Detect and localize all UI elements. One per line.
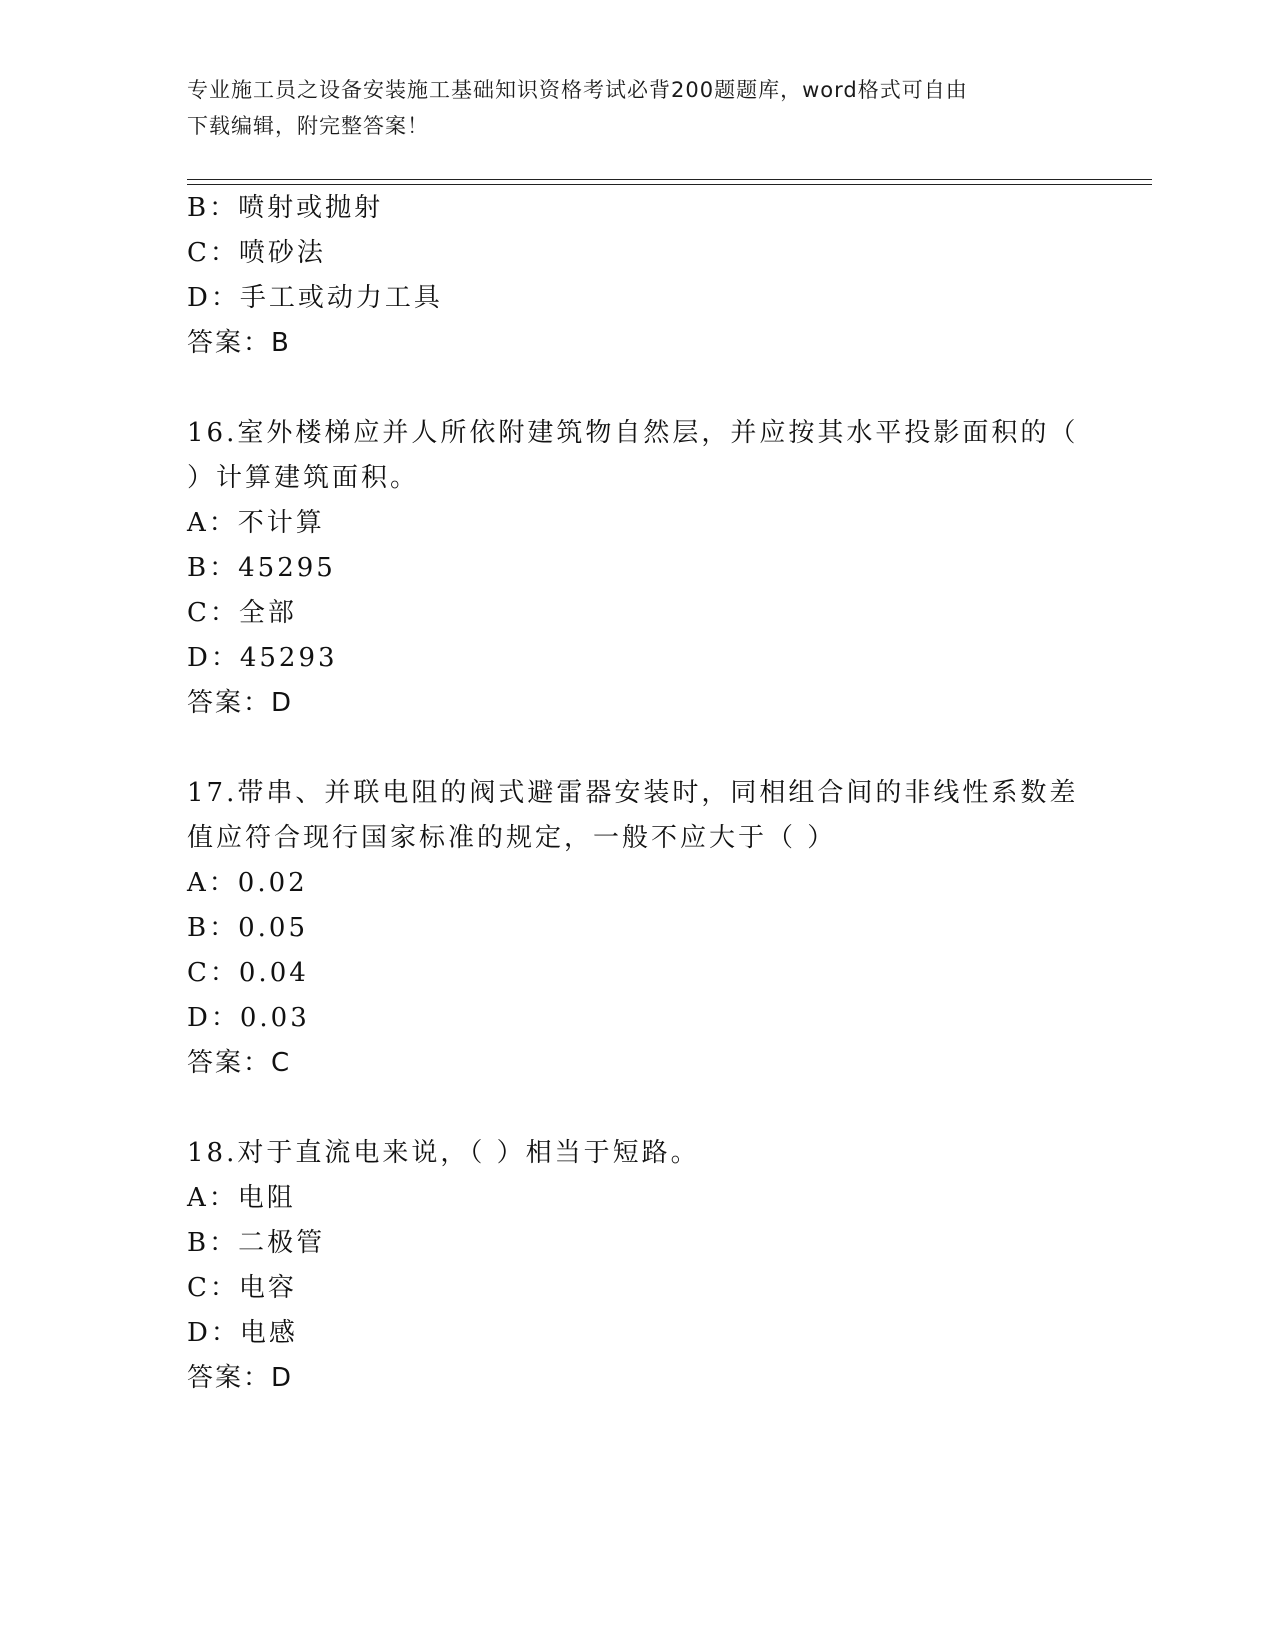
question-16-answer: 答案：D [187, 688, 294, 718]
question-16-option-a: A：不计算 [187, 508, 325, 538]
question-17-option-c: C：0.04 [187, 958, 309, 988]
question-18-option-d: D：电感 [187, 1318, 298, 1348]
header-line-1: 专业施工员之设备安装施工基础知识资格考试必背200题题库，word格式可自由 [187, 78, 968, 102]
answer-line: 答案：B [187, 328, 291, 358]
document-header [187, 72, 1067, 144]
option-b: B：喷射或抛射 [187, 193, 384, 223]
question-17-option-d: D：0.03 [187, 1003, 310, 1033]
question-18-option-b: B：二极管 [187, 1228, 326, 1258]
header-line-2: 下载编辑，附完整答案！ [187, 114, 429, 138]
question-17-option-a: A：0.02 [187, 868, 308, 898]
option-d: D：手工或动力工具 [187, 283, 443, 313]
question-17-text-2: 值应符合现行国家标准的规定，一般不应大于（ ） [187, 823, 837, 853]
question-17-text-1: 17.带串、并联电阻的阀式避雷器安装时，同相组合间的非线性系数差 [187, 778, 1079, 808]
question-16-option-b: B：45295 [187, 553, 336, 583]
question-17-answer: 答案：C [187, 1048, 292, 1078]
header-divider-bottom [187, 184, 1152, 185]
option-c: C：喷砂法 [187, 238, 326, 268]
question-16-text-1: 16.室外楼梯应并人所依附建筑物自然层，并应按其水平投影面积的（ [187, 418, 1079, 448]
question-16-text-2: ）计算建筑面积。 [187, 463, 420, 493]
question-16-option-c: C：全部 [187, 598, 297, 628]
header-divider-top [187, 179, 1152, 180]
question-18-option-c: C：电容 [187, 1273, 297, 1303]
question-18-answer: 答案：D [187, 1363, 294, 1393]
question-18-text-1: 18.对于直流电来说，（ ）相当于短路。 [187, 1138, 700, 1168]
question-16-option-d: D：45293 [187, 643, 338, 673]
question-17-option-b: B：0.05 [187, 913, 308, 943]
question-18-option-a: A：电阻 [187, 1183, 296, 1213]
